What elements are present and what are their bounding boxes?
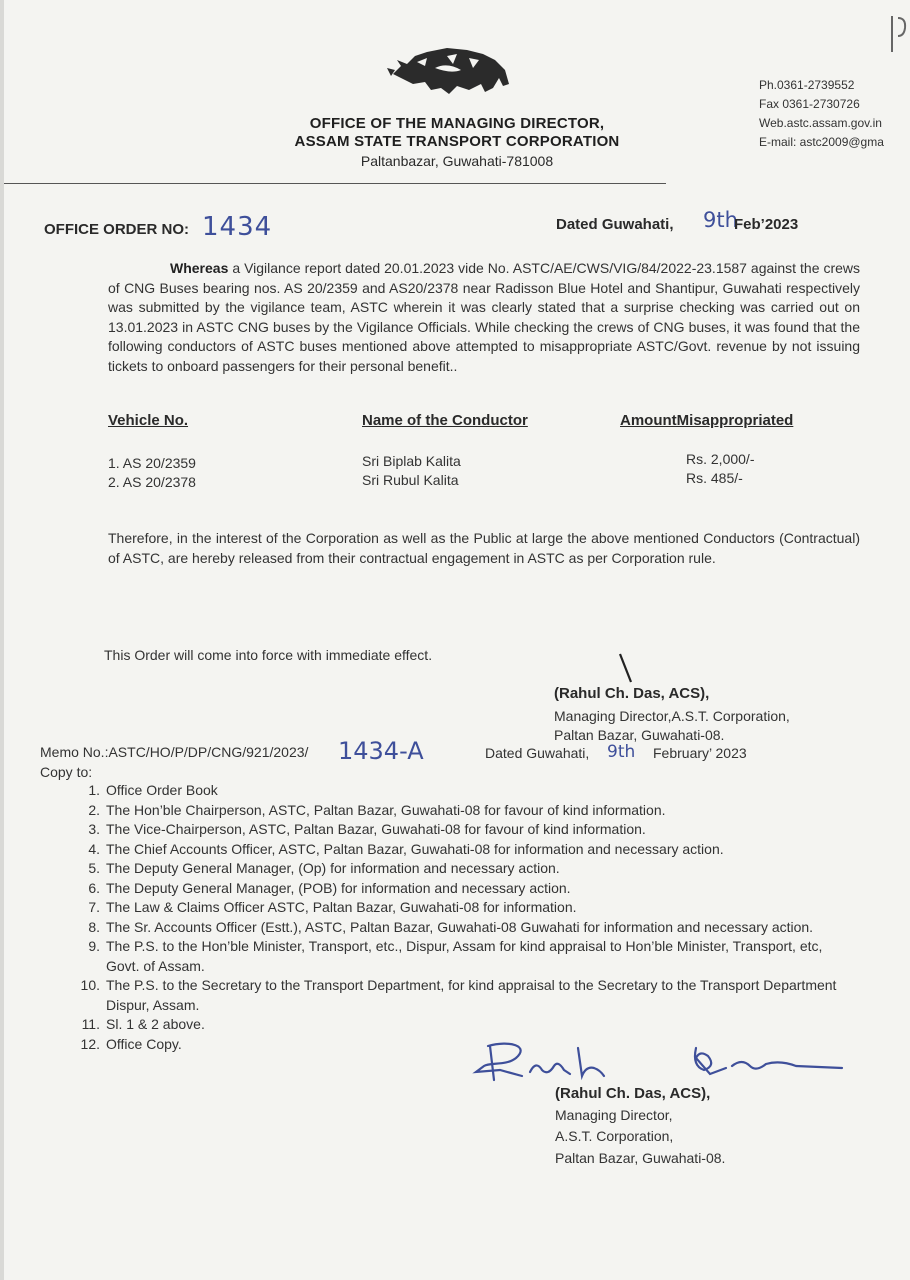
document-page <box>4 0 910 1280</box>
list-item <box>48 781 848 801</box>
table-cell: 2. AS 20/2378 <box>108 474 196 490</box>
list-item <box>48 801 848 821</box>
table-cell: Rs. 485/- <box>686 470 743 486</box>
para-lead-word: Whereas <box>170 260 229 276</box>
list-item-number: 6. <box>88 879 100 896</box>
list-item-text: The Vice-Chairperson, ASTC, Paltan Bazar, Guwahati-08 for favour of kind information. <box>106 821 646 837</box>
list-item <box>48 898 848 918</box>
contact-block <box>759 76 884 152</box>
col-header-vehicle: Vehicle No. <box>108 412 189 429</box>
list-item-text: The Deputy General Manager, (POB) for information and necessary action. <box>106 879 571 896</box>
table-cell: Rs. 2,000/- <box>686 451 755 467</box>
signatory2-address: Paltan Bazar, Guwahati-08. <box>555 1150 726 1166</box>
vigilance-paragraph <box>108 259 860 377</box>
org-title-line1: OFFICE OF THE MANAGING DIRECTOR, <box>309 115 605 132</box>
handwritten-signature-icon <box>470 1036 850 1088</box>
order-dated-label: Dated Guwahati, <box>556 216 674 233</box>
list-item-text: The P.S. to the Secretary to the Transport Department, for kind appraisal to the Secretary to the Transport Department Dispur, Assam. <box>106 977 837 1013</box>
phone: Ph.0361-2739552 <box>759 78 855 92</box>
org-address: Paltanbazar, Guwahati-781008 <box>360 153 554 169</box>
effect-statement: This Order will come into force with immediate effect. <box>104 647 433 663</box>
order-dated-month-year: Feb’2023 <box>734 216 799 233</box>
website: Web.astc.assam.gov.in <box>759 116 882 130</box>
list-item-text: The Sr. Accounts Officer (Estt.), ASTC, Paltan Bazar, Guwahati-08 Guwahati for information and necessary action. <box>106 918 814 935</box>
rhino-logo-icon <box>387 40 515 102</box>
copy-to-label: Copy to: <box>40 764 93 780</box>
list-item-number: 1. <box>88 782 100 798</box>
list-item-text: Office Copy. <box>106 1035 182 1052</box>
list-item-text: The Chief Accounts Officer, ASTC, Paltan Bazar, Guwahati-08 for information and necessary action. <box>106 840 724 857</box>
signatory2-designation: Managing Director, <box>555 1107 673 1123</box>
table-cell: Sri Rubul Kalita <box>362 472 459 488</box>
list-item-text: The Law & Claims Officer ASTC, Paltan Bazar, Guwahati-08 for information. <box>106 899 577 915</box>
para-text: a Vigilance report dated 20.01.2023 vide No. ASTC/AE/CWS/VIG/84/2022-23.1587 against the crews of CNG Buses bearing nos. AS 20/2359 and AS20/2378 near Radisson Blue Hotel and Shantipur, Guwahati respectively was submitted by the vigilance team, ASTC wherein it was clearly stated that a surprise checking was carried out on 13.01.2023 in ASTC CNG buses by the Vigilance Officials. While checking the crews of CNG buses, it was found that the following conductors of ASTC buses mentioned above attempted to misappropriate ASTC/Govt. revenue by not issuing tickets to onboard passengers for their personal benefit.. <box>108 260 861 374</box>
list-item-text: The Deputy General Manager, (Op) for information and necessary action. <box>106 860 560 876</box>
memo-dated-month-year: February’ 2023 <box>653 745 747 761</box>
list-item-text: The Hon’ble Chairperson, ASTC, Paltan Bazar, Guwahati-08 for favour of kind information. <box>106 801 666 818</box>
memo-number-handwritten: 1434-A <box>338 737 424 765</box>
list-item-number: 3. <box>88 821 100 837</box>
list-item-number: 10. <box>80 977 100 993</box>
signatory2-name: (Rahul Ch. Das, ACS), <box>555 1085 711 1102</box>
signatory2-organization: A.S.T. Corporation, <box>555 1128 674 1144</box>
memo-dated-day: 9th <box>607 742 636 762</box>
list-item-number: 2. <box>88 801 100 818</box>
list-item <box>48 840 848 860</box>
list-item <box>48 1015 848 1035</box>
org-title-line2: ASSAM STATE TRANSPORT CORPORATION <box>294 133 620 150</box>
list-item-number: 7. <box>88 899 100 915</box>
list-item <box>48 859 848 879</box>
order-dated-day: 9th <box>703 208 738 232</box>
list-item-text: Sl. 1 & 2 above. <box>106 1016 205 1032</box>
page-mark-icon <box>888 10 908 60</box>
signatory-name: (Rahul Ch. Das, ACS), <box>554 685 710 702</box>
list-item <box>48 820 848 840</box>
list-item-text: Office Order Book <box>106 782 218 798</box>
release-paragraph: Therefore, in the interest of the Corporation as well as the Public at large the above mentioned Conductors (Contractual) of ASTC, are hereby released from their contractual engagement in ASTC as per Corporation rule. <box>108 530 860 566</box>
office-order-label: OFFICE ORDER NO: <box>44 221 189 238</box>
list-item-number: 9. <box>88 938 100 954</box>
header-divider <box>4 183 666 184</box>
list-item-number: 12. <box>80 1035 100 1052</box>
signatory-address: Paltan Bazar, Guwahati-08. <box>554 727 725 743</box>
list-item-number: 5. <box>88 860 100 876</box>
list-item <box>48 976 848 1015</box>
list-item <box>48 879 848 899</box>
col-header-conductor: Name of the Conductor <box>362 412 528 429</box>
col-header-amount: AmountMisappropriated <box>620 412 794 429</box>
office-order-number: 1434 <box>202 212 273 242</box>
list-item-text: The P.S. to the Hon’ble Minister, Transport, etc., Dispur, Assam for kind appraisal to Hon’ble Minister, Transport, etc, Govt. of Assam. <box>106 938 823 974</box>
email: E-mail: astc2009@gma <box>759 135 884 149</box>
memo-dated-label: Dated Guwahati, <box>485 745 590 761</box>
list-item-number: 8. <box>88 918 100 935</box>
list-item-number: 4. <box>88 840 100 857</box>
list-item <box>48 918 848 938</box>
table-cell: Sri Biplab Kalita <box>362 453 461 469</box>
copy-list <box>48 781 848 1054</box>
table-cell: 1. AS 20/2359 <box>108 455 196 471</box>
tick-mark-icon <box>616 652 636 684</box>
list-item-number: 11. <box>81 1016 100 1032</box>
memo-number-label: Memo No.:ASTC/HO/P/DP/CNG/921/2023/ <box>40 744 309 760</box>
list-item <box>48 937 848 976</box>
signatory-designation: Managing Director,A.S.T. Corporation, <box>554 708 790 724</box>
fax: Fax 0361-2730726 <box>759 97 860 111</box>
